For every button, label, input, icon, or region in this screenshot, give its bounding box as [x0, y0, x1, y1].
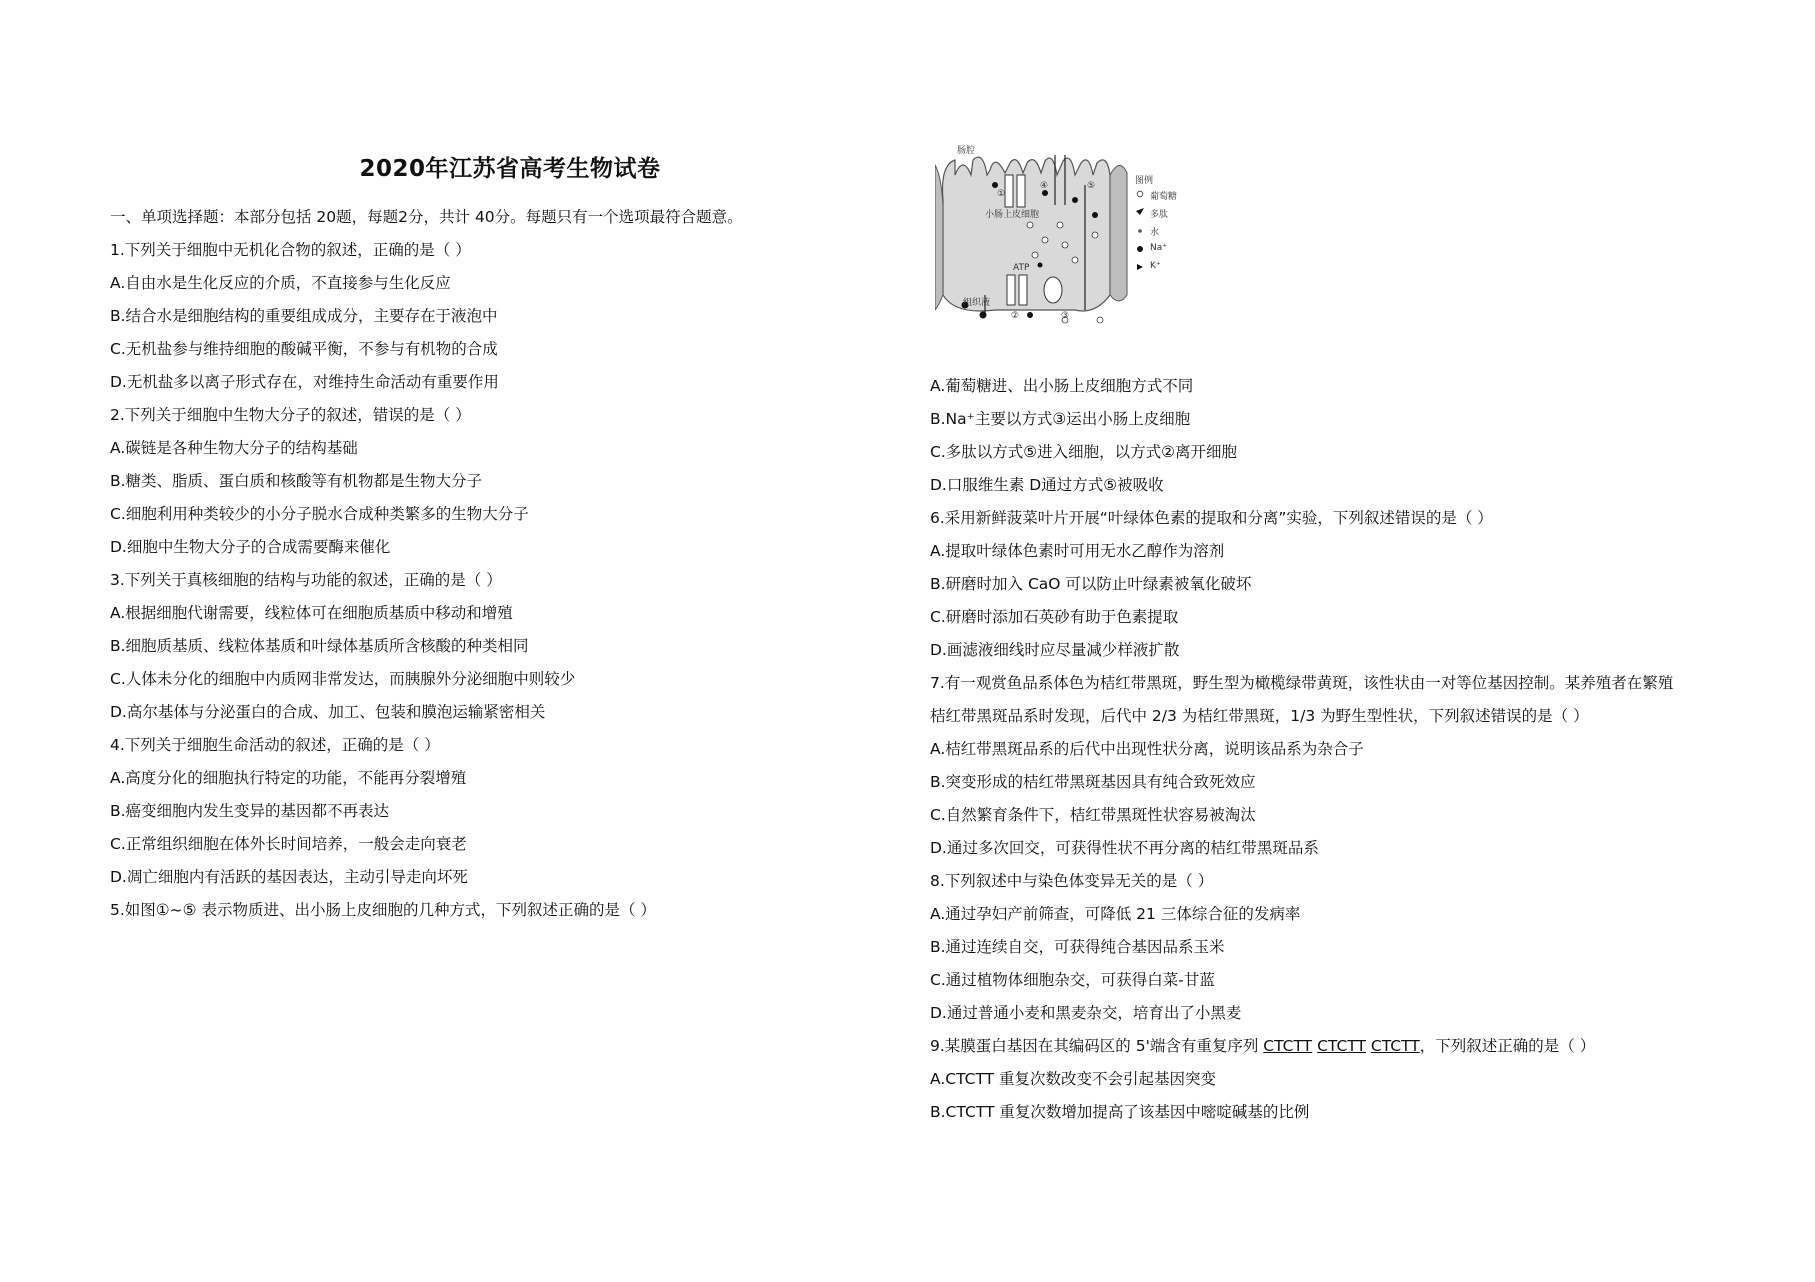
- question-4: [110, 729, 910, 894]
- question-stem: 8.下列叙述中与染色体变异无关的是（ ）: [930, 872, 1214, 890]
- label-lumen: 肠腔: [957, 146, 976, 156]
- option-b: B.细胞质基质、线粒体基质和叶绿体基质所含核酸的种类相同: [110, 637, 529, 655]
- option-a: A.葡萄糖进、出小肠上皮细胞方式不同: [930, 377, 1194, 395]
- legend-title: 图例: [1135, 176, 1154, 186]
- option-b: B.Na⁺主要以方式③运出小肠上皮细胞: [930, 410, 1191, 428]
- option-a: A.桔红带黑斑品系的后代中出现性状分离，说明该品系为杂合子: [930, 740, 1364, 758]
- repeat-seq-3: CTCTT: [1370, 1037, 1420, 1055]
- question-stem: [930, 1030, 1730, 1063]
- marker-3: ③: [1061, 311, 1070, 321]
- legend-water: 水: [1150, 228, 1160, 238]
- option-c: C.研磨时添加石英砂有助于色素提取: [930, 608, 1179, 626]
- option-c: C.通过植物体细胞杂交，可获得白菜-甘蓝: [930, 971, 1215, 989]
- option-d: D.凋亡细胞内有活跃的基因表达，主动引导走向坏死: [110, 868, 468, 886]
- option-a: A.提取叶绿体色素时可用无水乙醇作为溶剂: [930, 542, 1225, 560]
- option-b: B.癌变细胞内发生变异的基因都不再表达: [110, 802, 390, 820]
- repeat-seq-2: CTCTT: [1317, 1037, 1366, 1055]
- option-b: B.结合水是细胞结构的重要组成成分，主要存在于液泡中: [110, 307, 498, 325]
- question-2: [110, 399, 910, 564]
- marker-5: ⑤: [1087, 181, 1096, 191]
- question-5: [110, 894, 910, 927]
- page-title: 2020年江苏省高考生物试卷: [359, 156, 661, 182]
- question-1: [110, 234, 910, 399]
- option-d: D.通过普通小麦和黑麦杂交，培育出了小黑麦: [930, 1004, 1242, 1022]
- stem-prefix: 9.某膜蛋白基因在其编码区的 5'端含有重复序列: [930, 1037, 1264, 1055]
- option-c: C.多肽以方式⑤进入细胞，以方式②离开细胞: [930, 443, 1238, 461]
- marker-4: ④: [1040, 181, 1049, 191]
- question-6: [930, 502, 1730, 667]
- label-cell: 小肠上皮细胞: [985, 210, 1040, 220]
- question-9: [930, 1030, 1730, 1129]
- legend-glucose: 葡萄糖: [1150, 192, 1178, 202]
- legend-k: K⁺: [1150, 261, 1161, 271]
- option-d: D.口服维生素 D通过方式⑤被吸收: [930, 476, 1164, 494]
- question-5-options: [930, 370, 1730, 502]
- intestinal-cell-transport-figure: [935, 145, 1195, 330]
- section-heading: 一、单项选择题：本部分包括 20题，每题2分，共计 40分。每题只有一个选项最符合题意。: [110, 208, 743, 226]
- marker-1: ①: [997, 189, 1006, 199]
- option-d: D.高尔基体与分泌蛋白的合成、加工、包装和膜泡运输紧密相关: [110, 703, 546, 721]
- option-a: A.根据细胞代谢需要，线粒体可在细胞质基质中移动和增殖: [110, 604, 513, 622]
- option-b: B.糖类、脂质、蛋白质和核酸等有机物都是生物大分子: [110, 472, 483, 490]
- option-d: D.通过多次回交，可获得性状不再分离的桔红带黑斑品系: [930, 839, 1319, 857]
- option-a: A.自由水是生化反应的介质，不直接参与生化反应: [110, 274, 451, 292]
- option-a: A.CTCTT 重复次数改变不会引起基因突变: [930, 1070, 1217, 1088]
- marker-2: ②: [1011, 311, 1020, 321]
- question-3: [110, 564, 910, 729]
- option-b: B.研磨时加入 CaO 可以防止叶绿素被氧化破坏: [930, 575, 1252, 593]
- option-d: D.无机盐多以离子形式存在，对维持生命活动有重要作用: [110, 373, 499, 391]
- question-stem: 6.采用新鲜菠菜叶片开展“叶绿体色素的提取和分离”实验，下列叙述错误的是（ ）: [930, 509, 1493, 527]
- question-stem: 7.有一观赏鱼品系体色为桔红带黑斑，野生型为橄榄绿带黄斑，该性状由一对等位基因控制。某养殖者在繁殖: [930, 674, 1674, 692]
- question-8: [930, 865, 1730, 1030]
- option-b: B.通过连续自交，可获得纯合基因品系玉米: [930, 938, 1225, 956]
- option-c: C.自然繁育条件下，桔红带黑斑性状容易被淘汰: [930, 806, 1256, 824]
- option-b: B.突变形成的桔红带黑斑基因具有纯合致死效应: [930, 773, 1256, 791]
- question-stem: 2.下列关于细胞中生物大分子的叙述，错误的是（ ）: [110, 406, 471, 424]
- repeat-seq-1: CTCTT: [1263, 1037, 1313, 1055]
- option-c: C.无机盐参与维持细胞的酸碱平衡，不参与有机物的合成: [110, 340, 498, 358]
- option-d: D.细胞中生物大分子的合成需要酶来催化: [110, 538, 391, 556]
- left-column: [110, 150, 910, 927]
- option-a: A.通过孕妇产前筛查，可降低 21 三体综合征的发病率: [930, 905, 1301, 923]
- legend-peptide: 多肽: [1150, 210, 1169, 220]
- question-7: [930, 667, 1730, 865]
- question-stem: 3.下列关于真核细胞的结构与功能的叙述，正确的是（ ）: [110, 571, 502, 589]
- question-stem: 1.下列关于细胞中无机化合物的叙述，正确的是（ ）: [110, 241, 471, 259]
- question-stem: 4.下列关于细胞生命活动的叙述，正确的是（ ）: [110, 736, 440, 754]
- label-atp: ATP: [1013, 263, 1030, 273]
- option-a: A.碳链是各种生物大分子的结构基础: [110, 439, 358, 457]
- option-c: C.细胞利用种类较少的小分子脱水合成种类繁多的生物大分子: [110, 505, 529, 523]
- question-stem: 5.如图①~⑤ 表示物质进、出小肠上皮细胞的几种方式，下列叙述正确的是（ ）: [110, 901, 656, 919]
- right-column: [930, 145, 1730, 1129]
- question-stem-cont: 桔红带黑斑品系时发现，后代中 2/3 为桔红带黑斑，1/3 为野生型性状，下列叙述错误的是（ ）: [930, 707, 1589, 725]
- option-c: C.人体未分化的细胞中内质网非常发达，而胰腺外分泌细胞中则较少: [110, 670, 576, 688]
- option-d: D.画滤液细线时应尽量减少样液扩散: [930, 641, 1180, 659]
- legend-na: Na⁺: [1150, 243, 1167, 253]
- option-b: B.CTCTT 重复次数增加提高了该基因中嘧啶碱基的比例: [930, 1103, 1310, 1121]
- label-tissue: 组织液: [963, 298, 991, 308]
- option-c: C.正常组织细胞在体外长时间培养，一般会走向衰老: [110, 835, 467, 853]
- stem-suffix: ，下列叙述正确的是（ ）: [1419, 1037, 1596, 1055]
- option-a: A.高度分化的细胞执行特定的功能，不能再分裂增殖: [110, 769, 467, 787]
